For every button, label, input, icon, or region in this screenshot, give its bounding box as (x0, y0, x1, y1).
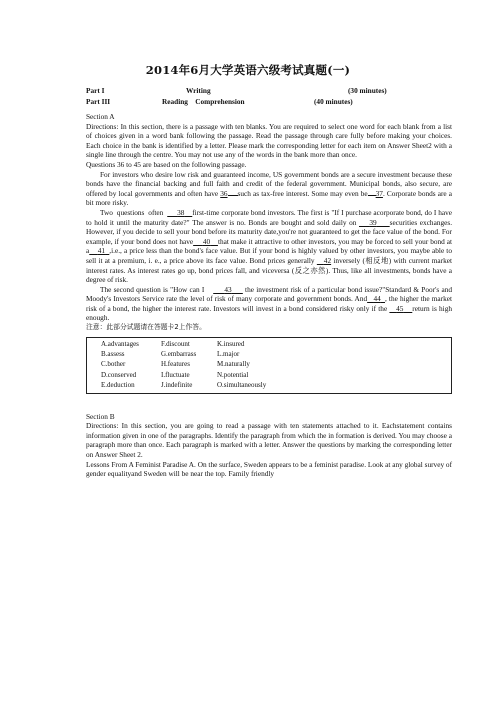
blank-line (368, 189, 376, 196)
word-bank-row (101, 340, 451, 350)
blank-41-number: 41 (97, 246, 106, 256)
blank-43 (213, 285, 243, 294)
word-bank-option: M.naturally (217, 360, 250, 369)
text-run: first-time corporate bond investors. The first is "If I purchase acorporate bond, do I have to hold it until the maturity date?" The answer is no. Bonds are bought and sold daily on (86, 207, 453, 227)
word-bank-option: N.potential (217, 370, 249, 379)
word-bank-option: I.fluctuate (161, 370, 190, 379)
text-run: such as tax-free interest. Some may even be (237, 188, 368, 198)
text-run: securities exchanges. However, if you decide to sell your bond before its maturity date,you're not guaranteed to get the face value of the bond. For example, if your bond does not have (86, 217, 453, 246)
part-one-name: Writing (186, 86, 211, 95)
text-run: For investors who desire low risk and guaranteed income, US government bonds are a secure investment because these bonds have the financial backing and full faith and credit of the federal government. Municipal bonds, also secure, are offered by local governments and often have (86, 169, 452, 198)
text-run: the investment risk of a particular bond issue?"Standard & Poor's and Moody's Investors Service rate the level of risk of many corporate and government bonds. And (86, 284, 452, 304)
word-bank-option: H.features (161, 360, 190, 369)
section-a-directions: Directions: In this section, there is a passage with ten blanks. You are required to select one word for each blank from a list of choices given in a word bank following the passage. Read the passage through care fully before making your choices. Each choice in the bank is identified by a letter. Please mark the corresponding letter for each item on Answer Sheet2 with a single line through the centre. You may not use any of the words in the bank more than once. (86, 121, 452, 160)
word-bank-option: A.advantages (101, 339, 139, 348)
part-three-label: Part III (86, 97, 111, 106)
section-b-passage-start: Lessons From A Feminist Paradise A. On the surface, Sweden appears to be a feminist paradise. Look at any global survey of gender equalityand Sweden will be near the top. Family friendly (86, 459, 452, 479)
blank-39-number: 39 (369, 217, 377, 227)
word-bank-row (101, 380, 451, 390)
section-b-label: Section B (86, 411, 115, 421)
blank-44 (367, 294, 385, 303)
reading-content (86, 112, 452, 479)
word-bank (86, 337, 452, 394)
blank-42 (317, 256, 331, 265)
text-run: inversely (相反地) with current market interest rates. As interest rates go up, bond prices fall, and viceversa (反之亦然). Thus, like all investments, bonds have a degree of risk. (86, 255, 452, 285)
word-bank-option: B.assess (101, 350, 125, 359)
word-bank-option: D.conserved (101, 370, 137, 379)
passage-paragraph-3 (86, 285, 452, 323)
blank-37: 37 (375, 188, 383, 198)
word-bank-row (101, 370, 451, 380)
section-b-directions: Directions: In this section, you are going to read a passage with ten statements attached to it. Eachstatement contains information given in one of the paragraphs. Identify the paragraph from which the in formation is derived. You may choose a paragraph more than once. Each paragraph is marked with a letter. Answer the questions by marking the corresponding letter on Answer Sheet 2. (86, 421, 452, 459)
word-bank-option: F.discount (161, 339, 190, 348)
passage-paragraph-2 (86, 208, 452, 285)
part-one-time: (30 minutes) (348, 86, 387, 95)
word-bank-option: E.deduction (101, 380, 135, 389)
blank-42-number: 42 (323, 255, 332, 265)
blank-40-number: 40 (202, 236, 211, 246)
spacer (86, 394, 452, 412)
blank-38-number: 38 (177, 207, 185, 217)
text-run: , the higher the market risk of a bond, the higher the interest rate. Investors will invest in a bond considered risky only if the (86, 294, 452, 313)
text-run: Two questions often (100, 207, 168, 217)
page-title: 2014年6月大学英语六级考试真题(一) (145, 63, 351, 77)
blank-45 (389, 304, 412, 313)
part-three-name: Reading Comprehension (162, 97, 245, 106)
part-one-label: Part I (86, 86, 105, 95)
word-bank-option: G.embarrass (161, 350, 197, 359)
blank-44-number: 44 (373, 294, 381, 304)
blank-38 (167, 208, 192, 217)
word-bank-row (101, 360, 451, 370)
blank-36: 36 (220, 188, 228, 198)
questions-line: Questions 36 to 45 are based on the following passage. (86, 159, 247, 169)
word-bank-option: O.simultaneously (217, 380, 267, 389)
blank-line (228, 189, 238, 196)
text-run: The second question is "How can I (100, 284, 214, 294)
part-three-time: (40 minutes) (314, 97, 353, 106)
word-bank-option: K.insured (217, 339, 245, 348)
word-bank-option: C.bother (101, 360, 126, 369)
text-run: return is high enough. (86, 303, 452, 323)
word-bank-option: L.major (217, 350, 240, 359)
answer-sheet-note: 注意：此部分试题请在答题卡2上作答。 (86, 323, 206, 332)
section-a-label: Section A (86, 112, 115, 121)
blank-41 (89, 246, 109, 255)
blank-43-number: 43 (224, 284, 232, 294)
passage-paragraph-1 (86, 170, 452, 208)
text-run: that make it attractive to other investors, you may be forced to sell your bond at a (86, 236, 453, 256)
text-run: ,i.e., a price less than the bond's face value. But if your bond is highly valued by other investors, you maybe able to sell it at a premium, i. e., a price above its face value. Bond prices generally (86, 246, 452, 265)
word-bank-row (101, 350, 451, 360)
blank-45-number: 45 (396, 303, 404, 313)
blank-40 (193, 237, 218, 246)
blank-39 (359, 218, 390, 227)
text-run: . Corporate bonds are a bit more risky. (86, 188, 452, 208)
word-bank-option: J.indefinite (161, 380, 193, 389)
